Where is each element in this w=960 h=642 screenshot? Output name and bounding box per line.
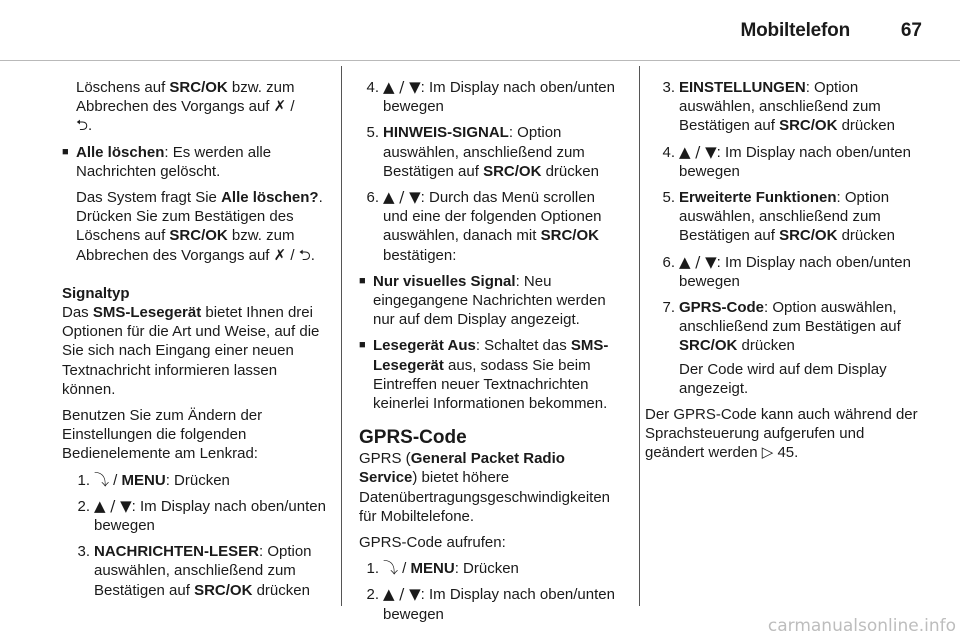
page-number: 67: [900, 20, 922, 41]
list-item: 7. GPRS-Code: Option auswählen, anschließend zum Bestätigen auf SRC/OK drücken: [662, 299, 901, 355]
back-icon: ⮌: [298, 245, 311, 264]
list-item: ■ Alle löschen: Es werden alle Nachrichten gelöscht.: [62, 143, 272, 180]
list-item: 1. ⤵ / MENU: Drücken: [77, 470, 230, 489]
call-icon: ⤵: [383, 559, 399, 578]
up-down-arrows-icon: ▲ / ▼: [679, 142, 717, 161]
column-divider: [639, 66, 640, 606]
back-icon: ⮌: [76, 116, 89, 135]
paragraph: Benutzen Sie zum Ändern der Einstellungen die folgenden Bedienelemente am Lenkrad:: [62, 407, 263, 463]
up-down-arrows-icon: ▲ / ▼: [383, 188, 421, 207]
list-item: ■ Lesegerät Aus: Schaltet das SMS-Lesegerät aus, sodass Sie beim Eintreffen neuer Textnachrichten keinerlei Informationen bekommen.: [359, 337, 609, 413]
call-end-icon: ✗: [273, 245, 287, 264]
up-down-arrows-icon: ▲ / ▼: [679, 252, 717, 271]
column-1: [62, 78, 327, 607]
call-end-icon: ✗: [273, 97, 287, 116]
list-item: ■ Nur visuelles Signal: Neu eingegangene Nachrichten werden nur auf dem Display angezeigt.: [359, 272, 606, 329]
section-heading: GPRS-Code: [359, 427, 467, 449]
list-item: 5. Erweiterte Funktionen: Option auswählen, anschließend zum Bestätigen auf SRC/OK drücken: [662, 189, 895, 245]
section-heading: Signaltyp: [62, 284, 130, 302]
page-header: [0, 0, 960, 64]
paragraph: GPRS-Code aufrufen:: [359, 534, 506, 552]
paragraph: Der GPRS-Code kann auch während der Sprachsteuerung aufgerufen und geändert werden ▷ 45.: [645, 406, 918, 462]
list-item: 2. ▲ / ▼: Im Display nach oben/unten bewegen: [366, 585, 615, 623]
page-reference-icon: ▷: [761, 443, 774, 462]
column-2: [359, 78, 624, 631]
list-item: 2. ▲ / ▼: Im Display nach oben/unten bewegen: [77, 496, 326, 535]
up-down-arrows-icon: ▲ / ▼: [94, 496, 132, 515]
list-item: 6. ▲ / ▼: Im Display nach oben/unten bewegen: [662, 252, 911, 290]
paragraph: Der Code wird auf dem Display angezeigt.: [679, 360, 887, 397]
list-item: 5. HINWEIS-SIGNAL: Option auswählen, anschließend zum Bestätigen auf SRC/OK drücken: [366, 124, 599, 180]
up-down-arrows-icon: ▲ / ▼: [383, 585, 421, 604]
paragraph: Das System fragt Sie Alle löschen?. Drücken Sie zum Bestätigen des Löschens auf SRC/OK bzw. zum Abbrechen des Vorgangs auf ✗ / ⮌.: [76, 189, 323, 264]
page-reference-link[interactable]: 45: [777, 444, 795, 462]
column-3: [645, 78, 923, 470]
watermark: carmanualsonline.info: [767, 616, 956, 636]
paragraph: Das SMS-Lesegerät bietet Ihnen drei Optionen für die Art und Weise, auf die Sie sich nach Eingang einer neuen Textnachricht informieren lassen können.: [62, 304, 320, 398]
column-divider: [341, 66, 342, 606]
bullet-marker: ■: [359, 274, 366, 287]
page-title: Mobiltelefon: [740, 20, 850, 41]
bullet-marker: ■: [359, 339, 366, 352]
list-item: 4. ▲ / ▼: Im Display nach oben/unten bewegen: [366, 78, 615, 116]
list-item: 6. ▲ / ▼: Durch das Menü scrollen und eine der folgenden Optionen auswählen, danach mit SRC/OK bestätigen:: [366, 188, 602, 264]
up-down-arrows-icon: ▲ / ▼: [383, 78, 421, 96]
list-item: 3. EINSTELLUNGEN: Option auswählen, anschließend zum Bestätigen auf SRC/OK drücken: [662, 79, 895, 135]
list-item: 1. ⤵ / MENU: Drücken: [366, 559, 519, 578]
list-item: 4. ▲ / ▼: Im Display nach oben/unten bewegen: [662, 142, 911, 180]
paragraph: GPRS (General Packet Radio Service) bietet höhere Datenübertragungsgeschwindigkeiten für Mobiltelefone.: [359, 450, 611, 525]
call-icon: ⤵: [94, 470, 110, 489]
bullet-marker: ■: [62, 145, 69, 158]
paragraph: Löschens auf SRC/OK bzw. zum Abbrechen des Vorgangs auf ✗ / ⮌.: [76, 79, 295, 135]
list-item: 3. NACHRICHTEN-LESER: Option auswählen, anschließend zum Bestätigen auf SRC/OK drücken: [77, 543, 312, 599]
header-rule: [0, 60, 960, 61]
